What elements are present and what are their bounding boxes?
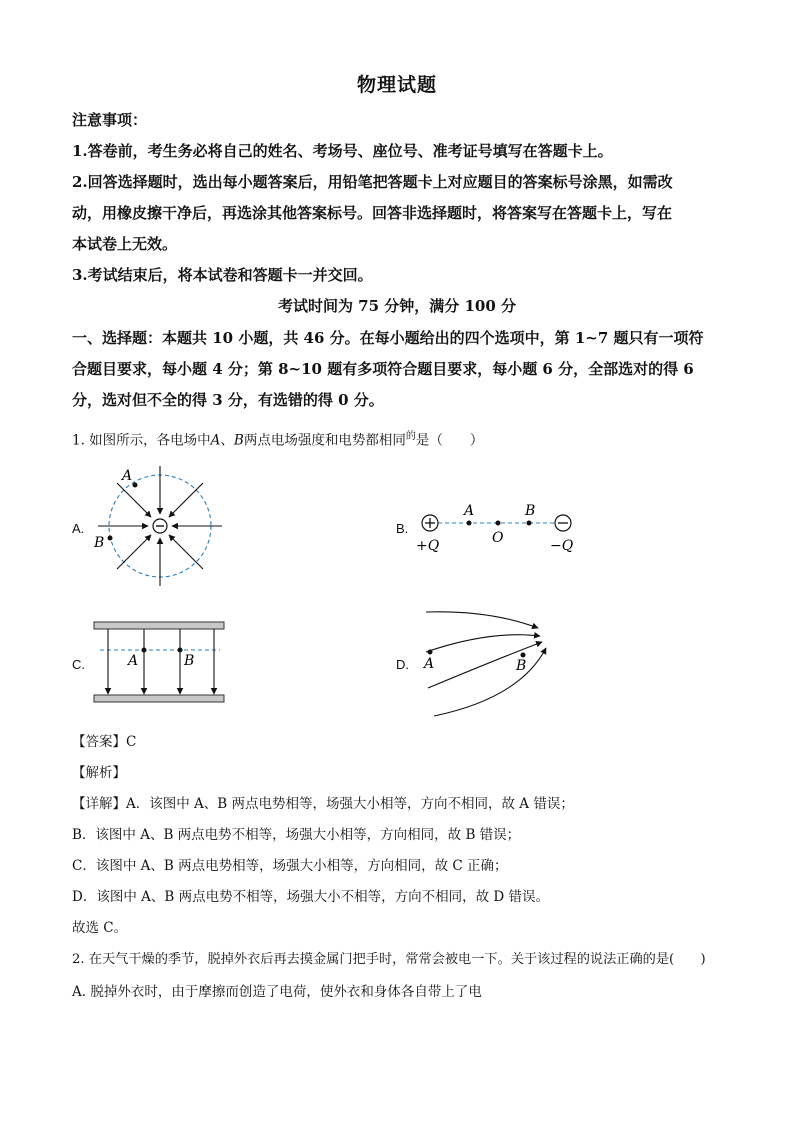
figure-a bbox=[90, 462, 230, 592]
point-a bbox=[428, 650, 433, 655]
bottom-plate bbox=[94, 695, 224, 702]
q1-detail-b: B．该图中 A、B 两点电势不相等，场强大小相等，方向相同，故 B 错误； bbox=[72, 827, 521, 843]
q1-stem-a: A bbox=[210, 432, 221, 449]
notice-3: 3.考试结束后，将本试卷和答题卡一并交回。 bbox=[72, 266, 373, 284]
q1-analysis-label: 【解析】 bbox=[72, 765, 126, 781]
q1-stem-end: 是（ ） bbox=[415, 432, 484, 449]
q1-detail-a: 【详解】A．该图中 A、B 两点电势相等，场强大小相等，方向不相同，故 A 错误； bbox=[72, 796, 574, 812]
answer-label: 【答案】 bbox=[72, 734, 126, 750]
q1-stem-pre: 1. 如图所示，各电场中 bbox=[72, 432, 211, 449]
field-lines bbox=[426, 612, 546, 716]
section1-line1: 一、选择题：本题共 10 小题，共 46 分。在每小题给出的四个选项中，第 1~7 题只有一项符 bbox=[72, 329, 704, 347]
figure-d bbox=[420, 606, 560, 722]
point-b bbox=[527, 521, 532, 526]
label-b: B bbox=[184, 653, 195, 669]
q1-conclusion: 故选 C。 bbox=[72, 920, 128, 936]
q1-stem-sep: 、 bbox=[220, 432, 234, 449]
q1-option-a-label: A. bbox=[72, 521, 85, 536]
label-o: O bbox=[492, 530, 504, 546]
q2-stem: 2. 在天气干燥的季节，脱掉外衣后再去摸金属门把手时，常常会被电一下。关于该过程的说法正确的是( ) bbox=[72, 952, 706, 967]
q1-option-c-label: C. bbox=[72, 657, 85, 672]
answer-value: C bbox=[126, 734, 137, 750]
point-o bbox=[496, 521, 501, 526]
label-a: A bbox=[464, 503, 475, 519]
q1-stem-post: 两点电场强度和电势都相同 bbox=[243, 432, 406, 449]
q1-stem-b: B bbox=[233, 432, 244, 449]
label-a: A bbox=[122, 468, 133, 484]
notice-1: 1.答卷前，考生务必将自己的姓名、考场号、座位号、准考证号填写在答题卡上。 bbox=[72, 142, 613, 160]
point-a bbox=[142, 648, 147, 653]
label-b: B bbox=[516, 658, 527, 674]
label-a: A bbox=[128, 653, 139, 669]
q1-stem-de: 的 bbox=[405, 431, 416, 442]
point-b bbox=[108, 536, 113, 541]
q1-answer bbox=[72, 733, 732, 751]
q1-option-b-label: B. bbox=[396, 521, 409, 536]
notice-heading: 注意事项： bbox=[72, 111, 148, 129]
point-b bbox=[178, 648, 183, 653]
q1-detail-d: D．该图中 A、B 两点电势不相等，场强大小不相等，方向不相同，故 D 错误。 bbox=[72, 889, 549, 905]
page-title: 物理试题 bbox=[356, 74, 437, 96]
section1-line3: 分，选对但不全的得 3 分，有选错的得 0 分。 bbox=[72, 391, 384, 409]
label-b: B bbox=[525, 503, 536, 519]
field-lines bbox=[108, 629, 214, 694]
q1-detail-c: C．该图中 A、B 两点电势相等，场强大小相等，方向相同，故 C 正确； bbox=[72, 858, 508, 874]
section1-line2: 合题目要求，每小题 4 分；第 8~10 题有多项符合题目要求，每小题 6 分，全部选对的得 6 bbox=[72, 360, 694, 378]
point-b bbox=[521, 653, 526, 658]
notice-2-cont: 动，用橡皮擦干净后，再选涂其他答案标号。回答非选择题时，将答案写在答题卡上，写在 bbox=[72, 204, 673, 222]
label-b: B bbox=[94, 535, 105, 551]
exam-info: 考试时间为 75 分钟，满分 100 分 bbox=[277, 297, 517, 315]
label-plus-q: +Q bbox=[416, 538, 440, 554]
figure-b bbox=[410, 500, 590, 560]
q2-option-a: A. 脱掉外衣时，由于摩擦而创造了电荷，使外衣和身体各自带上了电 bbox=[72, 984, 482, 1000]
label-a: A bbox=[424, 656, 435, 672]
point-a bbox=[467, 521, 472, 526]
q1-option-d-label: D. bbox=[396, 657, 409, 672]
q1-stem bbox=[72, 428, 732, 450]
notice-2-end: 本试卷上无效。 bbox=[72, 235, 178, 253]
top-plate bbox=[94, 622, 224, 629]
point-a bbox=[133, 483, 138, 488]
label-minus-q: −Q bbox=[550, 538, 574, 554]
figure-c bbox=[90, 618, 230, 708]
notice-2: 2.回答选择题时，选出每小题答案后，用铅笔把答题卡上对应题目的答案标号涂黑，如需改 bbox=[72, 173, 673, 191]
